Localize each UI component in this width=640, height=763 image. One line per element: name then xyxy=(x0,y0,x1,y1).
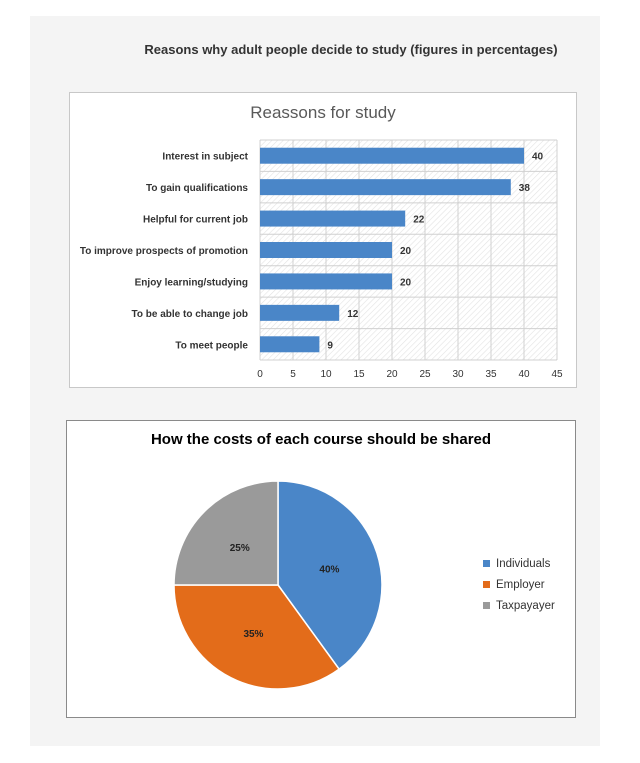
x-tick-label: 40 xyxy=(518,369,530,380)
data-label: 40 xyxy=(532,151,544,163)
slice-label: 35% xyxy=(243,629,264,641)
bar xyxy=(260,148,524,164)
legend-item xyxy=(483,574,555,595)
bar-chart xyxy=(70,93,576,387)
x-tick-label: 15 xyxy=(353,369,365,380)
x-tick-label: 30 xyxy=(452,369,464,380)
slice-label: 40% xyxy=(319,564,340,576)
x-tick-label: 10 xyxy=(320,369,332,380)
category-label: To gain qualifications xyxy=(145,183,248,195)
data-label: 20 xyxy=(400,277,412,289)
x-tick-label: 20 xyxy=(386,369,398,380)
pie-chart-title: How the costs of each course should be shared xyxy=(150,431,492,448)
data-label: 20 xyxy=(400,246,412,257)
page-title: Reasons why adult people decide to study (figures in percentages) xyxy=(144,42,558,57)
legend-swatch xyxy=(483,560,490,567)
pie-legend xyxy=(483,553,555,616)
legend-swatch xyxy=(483,581,490,588)
bar xyxy=(260,242,392,258)
bar xyxy=(260,179,511,195)
x-tick-label: 25 xyxy=(419,369,431,380)
bar xyxy=(260,305,339,321)
legend-label: Employer xyxy=(496,578,545,591)
slice-label: 25% xyxy=(229,542,250,554)
bar-chart-panel xyxy=(69,92,577,388)
x-tick-label: 45 xyxy=(551,369,563,380)
legend-item xyxy=(483,553,555,574)
data-label: 9 xyxy=(327,340,333,352)
legend-label: Individuals xyxy=(496,557,551,570)
x-tick-label: 35 xyxy=(485,369,497,380)
data-label: 22 xyxy=(413,214,425,226)
bar xyxy=(260,211,405,227)
pie-chart-panel xyxy=(66,420,576,718)
data-label: 38 xyxy=(518,183,530,195)
data-label: 12 xyxy=(347,308,359,320)
legend-swatch xyxy=(483,602,490,609)
bar xyxy=(260,273,392,289)
category-label: To be able to change job xyxy=(131,308,248,320)
bar-chart-title: Reassons for study xyxy=(250,103,396,122)
bar xyxy=(260,336,319,352)
x-tick-label: 0 xyxy=(257,369,263,380)
x-tick-label: 5 xyxy=(290,369,296,380)
category-label: Interest in subject xyxy=(162,151,248,163)
category-label: Enjoy learning/studying xyxy=(134,277,248,289)
category-label: Helpful for current job xyxy=(143,214,248,226)
legend-item xyxy=(483,595,555,616)
category-label: To meet people xyxy=(175,340,248,352)
pie-slice xyxy=(174,481,278,585)
legend-label: Taxpayayer xyxy=(496,599,555,612)
category-label: To improve prospects of promotion xyxy=(79,246,248,257)
